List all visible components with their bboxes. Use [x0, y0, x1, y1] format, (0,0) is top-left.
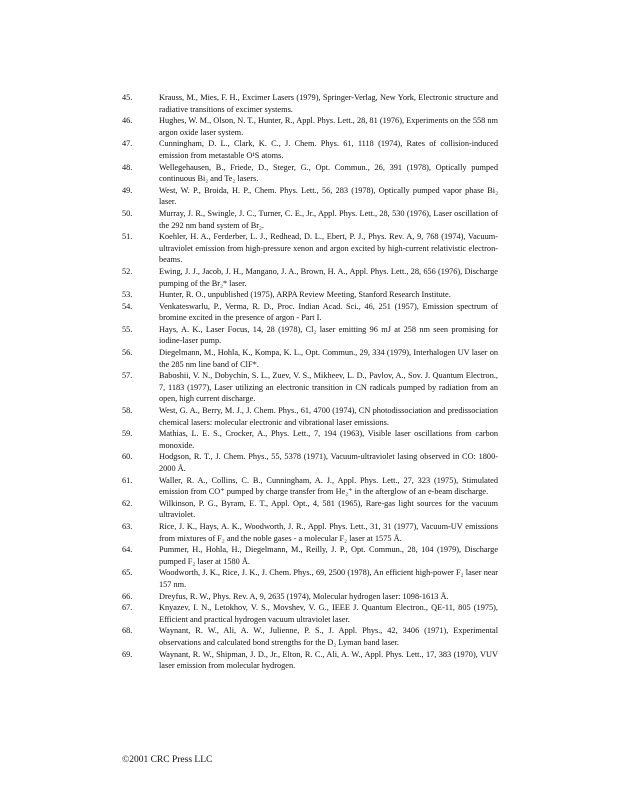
- reference-text: Rice, J. K., Hays, A. K., Woodworth, J. R., Appl. Phys. Lett., 31, 31 (1977), Vacuum-UV emissions from mixtures of F₂ and the noble gases - a molecular F₂ laser at 1575 Å.: [159, 521, 498, 543]
- reference-item: [122, 289, 498, 301]
- reference-item: [122, 231, 498, 266]
- reference-number: 66.: [122, 591, 133, 601]
- reference-number: 45.: [122, 93, 133, 102]
- reference-item: [122, 208, 498, 231]
- reference-item: [122, 115, 498, 138]
- reference-text: Diegelmann, M., Hohla, K., Kompa, K. L., Opt. Commun., 29, 334 (1979), Interhalogen UV laser on the 285 nm line band of ClF*.: [159, 348, 498, 369]
- reference-text: Murray, J. R., Swingle, J. C., Turner, C. E., Jr., Appl. Phys. Lett., 28, 530 (1976), Laser oscillation of the 292 nm band system of Br₂.: [159, 208, 498, 230]
- reference-number: 52.: [122, 266, 133, 276]
- reference-item: [122, 428, 498, 451]
- reference-text: Dreyfus, R. W., Phys. Rev. A, 9, 2635 (1974), Molecular hydrogen laser: 1098-1613 Å.: [159, 591, 449, 601]
- reference-text: Wellegehausen, B., Friede, D., Steger, G., Opt. Commun., 26, 391 (1978), Optically pumped continuous Bi₂ and Te₂ lasers.: [159, 162, 498, 184]
- reference-item: [122, 625, 498, 648]
- reference-text: Hunter, R. O., unpublished (1975), ARPA Review Meeting, Stanford Research Institute.: [159, 290, 451, 300]
- reference-number: 49.: [122, 185, 133, 195]
- reference-number: 62.: [122, 498, 133, 508]
- reference-text: Waynant, R. W., Ali, A. W., Julienne, P. S., J. Appl. Phys., 42, 3406 (1971), Experimental observations and calculated bond strengths for the D₂ Lyman band laser.: [159, 626, 498, 647]
- reference-number: 60.: [122, 452, 133, 462]
- reference-text: Koehler, H. A., Ferderber, L. J., Redhead, D. L., Ebert, P. J., Phys. Rev. A, 9, 768 (1974), Vacuum-ultraviolet emission from high-pressure xenon and argon excited by high-current relativistic electron-beams.: [159, 232, 498, 265]
- reference-item: [122, 347, 498, 370]
- reference-number: 51.: [122, 232, 133, 242]
- reference-text: Knyazev, I. N., Letokhov, V. S., Movshev, V. G., IEEE J. Quantum Electron., QE-11, 805 (1975), Efficient and practical hydrogen vacuum ultraviolet laser.: [159, 603, 498, 624]
- reference-number: 59.: [122, 429, 133, 439]
- reference-item: [122, 185, 498, 208]
- reference-item: [122, 138, 498, 161]
- reference-item: [122, 602, 498, 625]
- reference-item: [122, 475, 498, 498]
- reference-text: West, W. P., Broida, H. P., Chem. Phys. Lett., 56, 283 (1978), Optically pumped vapor phase Bi₂ laser.: [159, 185, 498, 207]
- reference-number: 46.: [122, 116, 133, 126]
- reference-item: [122, 567, 498, 590]
- reference-item: [122, 324, 498, 347]
- reference-item: [122, 649, 498, 672]
- copyright-footer: ©2001 CRC Press LLC: [122, 755, 213, 765]
- reference-item: [122, 266, 498, 289]
- reference-text: Ewing, J. J., Jacob, J. H., Mangano, J. A., Brown, H. A., Appl. Phys. Lett., 28, 656 (1976), Discharge pumping of the Br₂* laser.: [159, 266, 498, 288]
- reference-text: Woodworth, J. K., Rice, J. K., J. Chem. Phys., 69, 2500 (1978), An efficient high-power F₂ laser near 157 nm.: [159, 568, 498, 589]
- reference-number: 69.: [122, 649, 133, 659]
- reference-number: 63.: [122, 521, 133, 531]
- reference-text: Hodgson, R. T., J. Chem. Phys., 55, 5378 (1971), Vacuum-ultraviolet lasing observed in CO: 1800-2000 Å.: [159, 452, 498, 473]
- reference-number: 48.: [122, 162, 133, 172]
- reference-item: [122, 498, 498, 521]
- reference-number: 47.: [122, 139, 133, 149]
- reference-text: Waynant, R. W., Shipman, J. D., Jr., Elton, R. C., Ali, A. W., Appl. Phys. Lett., 17, 383 (1970), VUV laser emission from molecular hydrogen.: [159, 649, 498, 671]
- reference-text: Pummer, H., Hohla, H., Diegelmann, M., Reilly, J. P., Opt. Commun., 28, 104 (1979), Discharge pumped F₂ laser at 1580 Å.: [159, 545, 498, 566]
- reference-text: Venkateswarlu, P., Verma, R. D., Proc. Indian Acad. Sci., 46, 251 (1957), Emission spectrum of bromine excited in the presence of argon - Part I.: [159, 301, 498, 323]
- reference-text: Hughes, W. M., Olson, N. T., Hunter, R., Appl. Phys. Lett., 28, 81 (1976), Experiments on the 558 nm argon oxide laser system.: [159, 116, 498, 137]
- reference-item: [122, 301, 498, 324]
- reference-text: Hays, A. K., Laser Focus, 14, 28 (1978), Cl₂ laser emitting 96 mJ at 258 nm seen promising for iodine-laser pump.: [159, 324, 498, 346]
- reference-number: 55.: [122, 324, 133, 334]
- reference-number: 65.: [122, 568, 133, 578]
- reference-text: Mathias, L. E. S., Crocker, A., Phys. Lett., 7, 194 (1963), Visible laser oscillations from carbon monoxide.: [159, 429, 498, 450]
- reference-item: [122, 521, 498, 544]
- reference-item: [122, 162, 498, 185]
- reference-number: 53.: [122, 290, 133, 300]
- reference-text: Wilkinson, P. G., Byram, E. T., Appl. Opt., 4, 581 (1965), Rare-gas light sources for the vacuum ultraviolet.: [159, 498, 498, 520]
- reference-item: [122, 451, 498, 474]
- reference-text: West, G. A., Berry, M. J., J. Chem. Phys., 61, 4700 (1974), CN photodissociation and predissociation chemical lasers: molecular electronic and vibrational laser emissions.: [159, 406, 498, 427]
- reference-number: 57.: [122, 371, 133, 381]
- reference-text: Cunningham, D. L., Clark, K. C., J. Chem. Phys. 61, 1118 (1974), Rates of collision-induced emission from metastable O¹S atoms.: [159, 139, 498, 160]
- reference-item: [122, 92, 498, 115]
- reference-number: 58.: [122, 406, 133, 416]
- reference-number: 64.: [122, 545, 133, 555]
- reference-number: 67.: [122, 603, 133, 613]
- reference-text: Waller, R. A., Collins, C. B., Cunningham, A. J., Appl. Phys. Lett., 27, 323 (1975), Stimulated emission from CO⁺ pumped by charge transfer from He₂⁺ in the afterglow of an e-beam discharge.: [159, 475, 498, 497]
- reference-number: 68.: [122, 626, 133, 636]
- reference-number: 50.: [122, 208, 133, 218]
- reference-item: [122, 591, 498, 603]
- reference-text: Krauss, M., Mies, F. H., Excimer Lasers (1979), Springer-Verlag, New York, Electronic structure and radiative transitions of excimer systems.: [159, 93, 498, 114]
- reference-item: [122, 405, 498, 428]
- reference-number: 61.: [122, 475, 133, 485]
- reference-text: Baboshii, V. N., Dobychin, S. L., Zuev, V. S., Mikheev, L. D., Pavlov, A., Sov. J. Quantum Electron., 7, 1183 (1977), Laser utilizing an electronic transition in CN radicals pumped by radiation from an open, high current discharge.: [159, 371, 498, 404]
- reference-item: [122, 544, 498, 567]
- reference-item: [122, 370, 498, 405]
- reference-number: 56.: [122, 348, 133, 358]
- reference-number: 54.: [122, 301, 133, 311]
- reference-list: [122, 92, 498, 672]
